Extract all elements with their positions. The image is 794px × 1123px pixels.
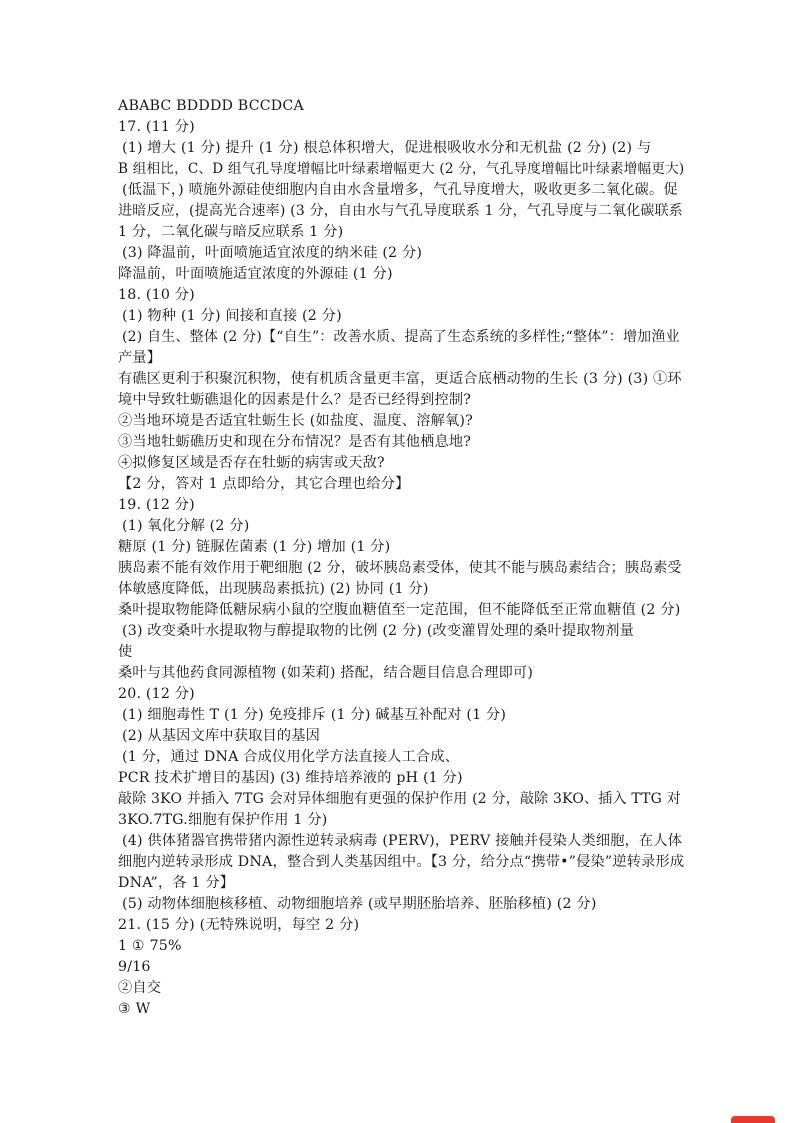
text-line: 糖原 (1 分) 链脲佐菌素 (1 分) 增加 (1 分) — [118, 539, 391, 555]
text-line: 使 — [118, 644, 133, 660]
red-corner-mark — [731, 1116, 775, 1123]
text-line: 胰岛素不能有效作用于靶细胞 (2 分，破坏胰岛素受体，使其不能与胰岛素结合；胰岛素受 — [118, 560, 682, 576]
text-line: 体敏感度降低，出现胰岛素抵抗) (2) 协同 (1 分) — [118, 581, 429, 597]
text-line: (2) 从基因文库中获取目的基因 — [122, 728, 321, 744]
choice-answers: ABABC BDDDD BCCDCA — [118, 98, 304, 114]
text-line: DNA”，各 1 分】 — [118, 875, 235, 891]
text-line: 细胞内逆转录形成 DNA，整合到人类基因组中。【3 分，给分点“携带•”侵染”逆转录形成 — [118, 854, 685, 870]
text-line: 9/16 — [118, 959, 151, 975]
q19-header: 19. (12 分) — [118, 497, 195, 513]
text-line: ③当地牡蛎礁历史和现在分布情况？是否有其他栖息地? — [118, 434, 472, 450]
text-line: (1) 细胞毒性 T (1 分) 免疫排斥 (1 分) 碱基互补配对 (1 分) — [122, 707, 507, 723]
text-line: 1 ① 75% — [118, 938, 182, 954]
text-line: (4) 供体猪器官携带猪内源性逆转录病毒 (PERV)，PERV 接触并侵染人类细胞，在人体 — [122, 833, 683, 849]
text-line: (3) 降温前，叶面喷施适宜浓度的纳米硅 (2 分) — [122, 245, 423, 261]
text-line: ④拟修复区域是否存在牡蛎的病害或天敌? — [118, 455, 385, 471]
text-line: ②当地环境是否适宜牡蛎生长 (如盐度、温度、溶解氧)? — [118, 413, 473, 429]
text-line: 3KO.7TG.细胞有保护作用 1 分) — [118, 812, 328, 828]
text-line: (5) 动物体细胞核移植、动物细胞培养 (或早期胚胎培养、胚胎移植) (2 分) — [122, 896, 597, 912]
text-line: (1) 氧化分解 (2 分) — [122, 518, 250, 534]
q21-header: 21. (15 分) (无特殊说明，每空 2 分) — [118, 917, 360, 933]
text-line: 桑叶提取物能降低糖尿病小鼠的空腹血糖值至一定范围，但不能降低至正常血糖值 (2 分) — [118, 602, 681, 618]
text-line: (1) 增大 (1 分) 提升 (1 分) 根总体积增大，促进根吸收水分和无机盐 (2 分) (2) 与 — [122, 140, 652, 156]
text-line: 桑叶与其他药食同源植物 (如茉莉) 搭配，结合题目信息合理即可) — [118, 665, 534, 681]
q20-header: 20. (12 分) — [118, 686, 195, 702]
text-line: (低温下，) 喷施外源硅使细胞内自由水含量增多，气孔导度增大，吸收更多二氧化碳。促 — [122, 182, 678, 198]
text-line: ③ W — [118, 1001, 151, 1017]
text-line: 进暗反应，(提高光合速率) (3 分，自由水与气孔导度联系 1 分，气孔导度与二氧化碳联系 — [118, 203, 683, 219]
q17-header: 17. (11 分) — [118, 119, 195, 135]
text-line: (1) 物种 (1 分) 间接和直接 (2 分) — [122, 308, 342, 324]
text-line: 境中导致牡蛎礁退化的因素是什么？是否已经得到控制? — [118, 392, 472, 408]
text-line: (3) 改变桑叶水提取物与醇提取物的比例 (2 分) (改变灌胃处理的桑叶提取物剂量 — [122, 623, 634, 639]
text-line: 敲除 3KO 并插入 7TG 会对异体细胞有更强的保护作用 (2 分，敲除 3KO、插入 TTG 对 — [118, 791, 681, 807]
text-line: ②自交 — [118, 980, 162, 996]
text-line: 【2 分，答对 1 点即给分，其它合理也给分】 — [118, 476, 410, 492]
text-line: 产量】 — [118, 350, 162, 366]
text-line: B 组相比，C、D 组气孔导度增幅比叶绿素增幅更大 (2 分，气孔导度增幅比叶绿素增幅更大) — [118, 161, 685, 177]
text-line: (2) 自生、整体 (2 分)【“自生”：改善水质、提高了生态系统的多样性;“整体”：增加渔业 — [122, 329, 680, 345]
text-line: 有礁区更利于积聚沉积物，使有机质含量更丰富，更适合底栖动物的生长 (3 分) (3) ①环 — [118, 371, 682, 387]
text-line: 1 分，二氧化碳与暗反应联系 1 分) — [118, 224, 344, 240]
text-line: 降温前，叶面喷施适宜浓度的外源硅 (1 分) — [118, 266, 393, 282]
q18-header: 18. (10 分) — [118, 287, 195, 303]
text-line: PCR 技术扩增目的基因) (3) 维持培养液的 pH (1 分) — [118, 770, 463, 786]
text-line: (1 分，通过 DNA 合成仪用化学方法直接人工合成、 — [122, 749, 460, 765]
